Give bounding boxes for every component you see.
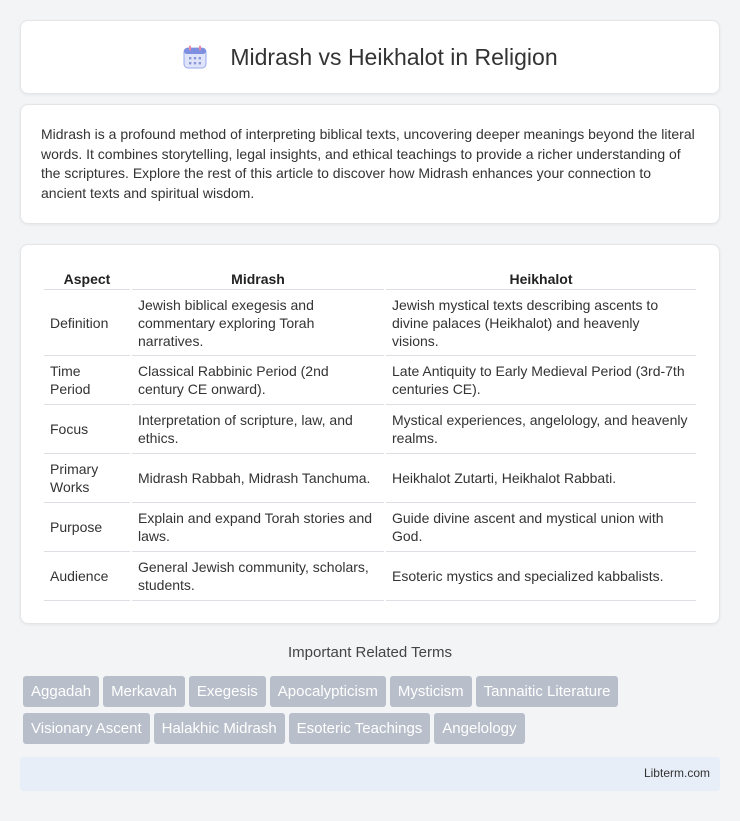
table-row xyxy=(44,405,696,454)
tag-apocalypticism[interactable]: Apocalypticism xyxy=(270,676,386,707)
row-heikhalot: Heikhalot Zutarti, Heikhalot Rabbati. xyxy=(386,454,696,503)
page-title: Midrash vs Heikhalot in Religion xyxy=(230,43,558,70)
row-aspect: Time Period xyxy=(44,356,130,405)
tag-esoteric-teachings[interactable]: Esoteric Teachings xyxy=(289,713,431,744)
intro-card xyxy=(20,104,720,224)
table-row xyxy=(44,356,696,405)
row-aspect: Audience xyxy=(44,552,130,601)
footer-bar xyxy=(20,757,720,791)
table-row xyxy=(44,290,696,356)
row-aspect: Definition xyxy=(44,290,130,356)
row-midrash: Midrash Rabbah, Midrash Tanchuma. xyxy=(132,454,384,503)
header-midrash: Midrash xyxy=(132,265,384,290)
related-terms-tags xyxy=(23,676,723,750)
comparison-table-card xyxy=(20,244,720,624)
header-aspect: Aspect xyxy=(44,265,130,290)
tag-halakhic-midrash[interactable]: Halakhic Midrash xyxy=(154,713,285,744)
comparison-table xyxy=(42,265,698,601)
table-row xyxy=(44,454,696,503)
row-midrash: Jewish biblical exegesis and commentary exploring Torah narratives. xyxy=(132,290,384,356)
table-row xyxy=(44,552,696,601)
tag-angelology[interactable]: Angelology xyxy=(434,713,524,744)
tag-tannaitic-literature[interactable]: Tannaitic Literature xyxy=(476,676,619,707)
intro-text: Midrash is a profound method of interpreting biblical texts, uncovering deeper meanings beyond the literal words. It combines storytelling, legal insights, and ethical teachings to provide a richer understanding of the scriptures. Explore the rest of this article to discover how Midrash enhances your connection to ancient texts and spiritual wisdom. xyxy=(41,126,695,201)
related-terms-title: Important Related Terms xyxy=(288,644,452,661)
tag-aggadah[interactable]: Aggadah xyxy=(23,676,99,707)
tag-merkavah[interactable]: Merkavah xyxy=(103,676,185,707)
table-header-row xyxy=(44,265,696,290)
row-heikhalot: Late Antiquity to Early Medieval Period (3rd-7th centuries CE). xyxy=(386,356,696,405)
row-heikhalot: Mystical experiences, angelology, and heavenly realms. xyxy=(386,405,696,454)
header-card xyxy=(20,20,720,94)
header-heikhalot: Heikhalot xyxy=(386,265,696,290)
table-row xyxy=(44,503,696,552)
tag-visionary-ascent[interactable]: Visionary Ascent xyxy=(23,713,150,744)
row-heikhalot: Jewish mystical texts describing ascents to divine palaces (Heikhalot) and heavenly visions. xyxy=(386,290,696,356)
row-midrash: Explain and expand Torah stories and laws. xyxy=(132,503,384,552)
row-aspect: Purpose xyxy=(44,503,130,552)
row-midrash: Classical Rabbinic Period (2nd century CE onward). xyxy=(132,356,384,405)
tag-mysticism[interactable]: Mysticism xyxy=(390,676,472,707)
row-aspect: Primary Works xyxy=(44,454,130,503)
calendar-grid-icon xyxy=(182,44,208,70)
row-aspect: Focus xyxy=(44,405,130,454)
row-heikhalot: Guide divine ascent and mystical union with God. xyxy=(386,503,696,552)
tag-exegesis[interactable]: Exegesis xyxy=(189,676,266,707)
row-heikhalot: Esoteric mystics and specialized kabbalists. xyxy=(386,552,696,601)
row-midrash: Interpretation of scripture, law, and ethics. xyxy=(132,405,384,454)
footer-site-link[interactable]: Libterm.com xyxy=(643,766,710,780)
row-midrash: General Jewish community, scholars, students. xyxy=(132,552,384,601)
